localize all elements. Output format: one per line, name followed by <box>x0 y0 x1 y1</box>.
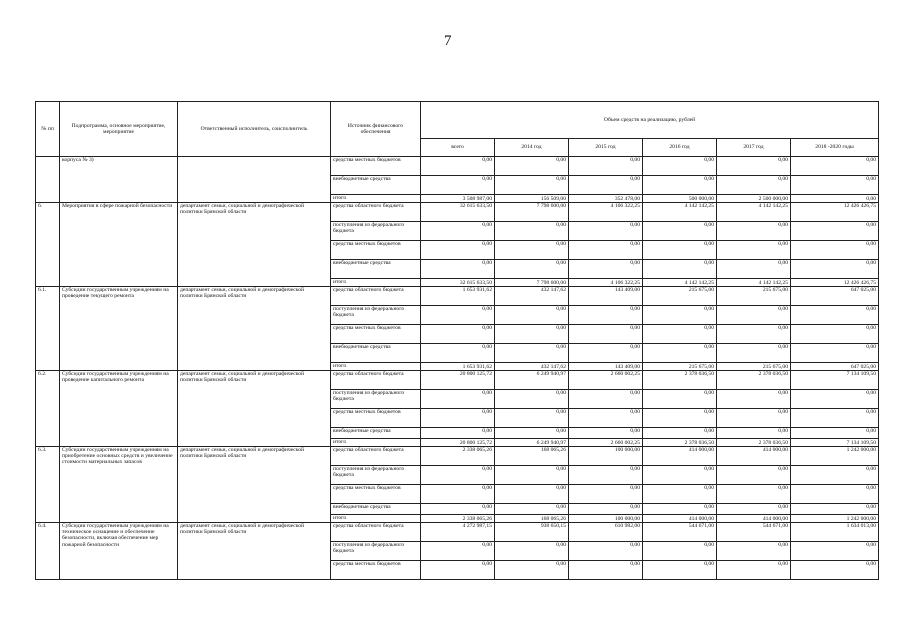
row-value: 544 671,00 <box>643 523 717 542</box>
row-value: 0,00 <box>569 325 643 344</box>
row-value: 2 378 036,50 <box>717 371 791 390</box>
row-value: 168 065,26 <box>495 447 569 466</box>
row-value: 0,00 <box>791 466 879 485</box>
row-value: 100 000,00 <box>569 515 643 523</box>
row-value: 1 242 000,00 <box>791 515 879 523</box>
row-source: средства областного бюджета <box>331 203 421 222</box>
row-value: 0,00 <box>791 222 879 241</box>
row-value: 1 653 931,62 <box>421 363 495 371</box>
row-value: 0,00 <box>643 325 717 344</box>
table-row <box>36 287 879 306</box>
row-value: 938 650,15 <box>495 523 569 542</box>
row-source: итого <box>331 279 421 287</box>
row-value: 4 142 142,25 <box>717 203 791 222</box>
row-value: 32 615 633,50 <box>421 279 495 287</box>
row-value: 0,00 <box>643 260 717 279</box>
row-value: 6 249 940,97 <box>495 439 569 447</box>
row-value: 0,00 <box>569 561 643 580</box>
row-source: поступления из федерального бюджета <box>331 222 421 241</box>
row-value: 0,00 <box>421 344 495 363</box>
row-value: 0,00 <box>717 485 791 504</box>
row-value: 20 800 125,72 <box>421 439 495 447</box>
row-value: 0,00 <box>569 485 643 504</box>
row-value: 0,00 <box>717 241 791 260</box>
row-value: 0,00 <box>791 409 879 428</box>
row-value: 1 653 931,62 <box>421 287 495 306</box>
row-source: средства местных бюджетов <box>331 485 421 504</box>
row-value: 0,00 <box>569 428 643 439</box>
row-value: 0,00 <box>791 176 879 195</box>
row-value: 4 272 987,15 <box>421 523 495 542</box>
table-header <box>36 102 879 157</box>
row-value: 0,00 <box>643 542 717 561</box>
row-value: 12 426 426,75 <box>791 203 879 222</box>
row-value: 0,00 <box>495 306 569 325</box>
header-year-2018-2020: 2018 -2020 годы <box>791 139 879 157</box>
row-value: 0,00 <box>569 390 643 409</box>
row-value: 0,00 <box>791 344 879 363</box>
row-value: 4 142 142,25 <box>643 203 717 222</box>
row-value: 0,00 <box>643 306 717 325</box>
row-value: 0,00 <box>495 504 569 515</box>
row-source: средства местных бюджетов <box>331 157 421 176</box>
row-value: 432 147,62 <box>495 287 569 306</box>
row-value: 215 675,00 <box>717 363 791 371</box>
row-value: 0,00 <box>421 504 495 515</box>
table-row <box>36 523 879 542</box>
row-source: поступления из федерального бюджета <box>331 306 421 325</box>
row-value: 0,00 <box>717 325 791 344</box>
row-name: Субсидии государственным учреждениям на техническое оснащение и обеспечение безопасности, включая обеспечение мер пожарной безопасности <box>60 523 178 580</box>
row-source: внебюджетные средства <box>331 344 421 363</box>
row-value: 0,00 <box>495 561 569 580</box>
row-value: 0,00 <box>791 504 879 515</box>
row-value: 7 134 109,50 <box>791 439 879 447</box>
row-value: 352 478,00 <box>569 195 643 203</box>
row-name: корпуса № 3) <box>60 157 178 203</box>
row-value: 0,00 <box>791 485 879 504</box>
row-value: 2 378 036,50 <box>643 439 717 447</box>
row-source: поступления из федерального бюджета <box>331 542 421 561</box>
row-num: 6.2. <box>36 371 60 447</box>
row-value: 0,00 <box>569 260 643 279</box>
table-body <box>36 157 879 580</box>
row-value: 0,00 <box>421 325 495 344</box>
header-year-2016: 2016 год <box>643 139 717 157</box>
row-value: 2 660 002,25 <box>569 439 643 447</box>
row-value: 647 025,00 <box>791 363 879 371</box>
table-row <box>36 447 879 466</box>
row-value: 2 338 065,26 <box>421 447 495 466</box>
row-value: 0,00 <box>643 222 717 241</box>
row-value: 0,00 <box>569 306 643 325</box>
row-value: 414 000,00 <box>717 515 791 523</box>
budget-table <box>35 101 879 580</box>
row-value: 0,00 <box>717 428 791 439</box>
row-value: 0,00 <box>791 325 879 344</box>
row-value: 0,00 <box>643 466 717 485</box>
row-value: 0,00 <box>717 176 791 195</box>
row-value: 0,00 <box>569 176 643 195</box>
row-value: 100 000,00 <box>569 447 643 466</box>
row-name: Субсидии государственным учреждениям на приобретение основных средств и увеличение стоимости материальных запасов <box>60 447 178 523</box>
row-value: 0,00 <box>643 504 717 515</box>
row-source: средства областного бюджета <box>331 371 421 390</box>
row-executor: департамент семьи, социальной и демографической политики Брянской области <box>178 371 331 447</box>
row-name: Субсидии государственным учреждениям на проведение текущего ремонта <box>60 287 178 371</box>
row-value: 0,00 <box>717 157 791 176</box>
row-value: 0,00 <box>717 344 791 363</box>
row-source: внебюджетные средства <box>331 260 421 279</box>
row-value: 7 134 109,50 <box>791 371 879 390</box>
row-value: 32 615 633,50 <box>421 203 495 222</box>
row-value: 647 025,00 <box>791 287 879 306</box>
row-value: 0,00 <box>421 466 495 485</box>
row-source: внебюджетные средства <box>331 176 421 195</box>
row-value: 156 509,00 <box>495 195 569 203</box>
row-value: 0,00 <box>791 260 879 279</box>
row-value: 1 634 013,00 <box>791 523 879 542</box>
header-year-2015: 2015 год <box>569 139 643 157</box>
row-value: 12 426 426,75 <box>791 279 879 287</box>
row-value: 0,00 <box>791 157 879 176</box>
page-number: 7 <box>444 33 452 49</box>
row-value: 0,00 <box>791 428 879 439</box>
row-executor: департамент семьи, социальной и демографической политики Брянской области <box>178 523 331 580</box>
row-value: 215 675,00 <box>643 363 717 371</box>
row-value: 0,00 <box>717 306 791 325</box>
row-value: 0,00 <box>495 485 569 504</box>
row-value: 0,00 <box>495 542 569 561</box>
row-source: итого <box>331 515 421 523</box>
row-executor: департамент семьи, социальной и демографической политики Брянской области <box>178 287 331 371</box>
row-value: 0,00 <box>717 466 791 485</box>
row-executor <box>178 157 331 203</box>
row-value: 0,00 <box>421 561 495 580</box>
row-value: 2 338 065,26 <box>421 515 495 523</box>
row-value: 0,00 <box>717 260 791 279</box>
row-value: 0,00 <box>569 344 643 363</box>
row-value: 0,00 <box>421 260 495 279</box>
row-value: 143 409,00 <box>569 287 643 306</box>
row-value: 0,00 <box>495 409 569 428</box>
header-year-2017: 2017 год <box>717 139 791 157</box>
row-value: 414 000,00 <box>643 515 717 523</box>
row-value: 0,00 <box>569 466 643 485</box>
table-row <box>36 157 879 176</box>
row-value: 0,00 <box>643 157 717 176</box>
row-value: 0,00 <box>495 466 569 485</box>
row-value: 2 660 002,25 <box>569 371 643 390</box>
row-value: 0,00 <box>643 409 717 428</box>
table-row <box>36 371 879 390</box>
row-value: 0,00 <box>717 504 791 515</box>
row-value: 4 142 142,25 <box>717 279 791 287</box>
row-value: 2 378 036,50 <box>717 439 791 447</box>
row-value: 0,00 <box>643 390 717 409</box>
row-value: 0,00 <box>421 176 495 195</box>
row-value: 215 675,00 <box>717 287 791 306</box>
row-value: 0,00 <box>791 306 879 325</box>
header-volume: Объем средств на реализацию, рублей <box>421 102 879 139</box>
row-value: 0,00 <box>569 504 643 515</box>
row-value: 0,00 <box>421 241 495 260</box>
row-value: 0,00 <box>495 241 569 260</box>
row-source: внебюджетные средства <box>331 504 421 515</box>
row-value: 20 800 125,72 <box>421 371 495 390</box>
row-value: 0,00 <box>643 344 717 363</box>
row-source: внебюджетные средства <box>331 428 421 439</box>
row-value: 0,00 <box>421 428 495 439</box>
row-num: 6.4. <box>36 523 60 580</box>
row-value: 0,00 <box>791 561 879 580</box>
row-value: 0,00 <box>717 561 791 580</box>
row-value: 0,00 <box>421 390 495 409</box>
row-value: 0,00 <box>717 542 791 561</box>
row-value: 215 675,00 <box>643 287 717 306</box>
row-value: 0,00 <box>643 241 717 260</box>
row-value: 0,00 <box>791 542 879 561</box>
row-source: средства областного бюджета <box>331 447 421 466</box>
row-value: 3 508 987,00 <box>421 195 495 203</box>
row-source: средства областного бюджета <box>331 287 421 306</box>
row-value: 0,00 <box>421 542 495 561</box>
row-value: 0,00 <box>421 409 495 428</box>
row-value: 0,00 <box>421 222 495 241</box>
row-source: средства местных бюджетов <box>331 325 421 344</box>
row-source: итого <box>331 439 421 447</box>
row-source: итого <box>331 363 421 371</box>
row-value: 0,00 <box>495 157 569 176</box>
row-num: 6.3. <box>36 447 60 523</box>
row-source: средства областного бюджета <box>331 523 421 542</box>
row-value: 0,00 <box>643 428 717 439</box>
row-value: 0,00 <box>791 195 879 203</box>
row-value: 7 798 600,00 <box>495 279 569 287</box>
row-value: 0,00 <box>569 409 643 428</box>
row-source: средства местных бюджетов <box>331 409 421 428</box>
row-num: 6. <box>36 203 60 287</box>
row-value: 0,00 <box>495 344 569 363</box>
row-value: 0,00 <box>421 485 495 504</box>
row-value: 0,00 <box>717 390 791 409</box>
header-name: Подпрограмма, основное мероприятие, мероприятие <box>60 102 178 157</box>
row-source: поступления из федерального бюджета <box>331 466 421 485</box>
row-value: 0,00 <box>569 241 643 260</box>
row-value: 414 000,00 <box>717 447 791 466</box>
row-value: 0,00 <box>495 428 569 439</box>
row-value: 500 000,00 <box>643 195 717 203</box>
header-year-2014: 2014 год <box>495 139 569 157</box>
row-value: 0,00 <box>643 485 717 504</box>
row-value: 432 147,62 <box>495 363 569 371</box>
row-value: 2 378 036,50 <box>643 371 717 390</box>
row-value: 0,00 <box>421 157 495 176</box>
row-source: средства местных бюджетов <box>331 561 421 580</box>
row-value: 168 065,26 <box>495 515 569 523</box>
row-executor: департамент семьи, социальной и демографической политики Брянской области <box>178 203 331 287</box>
row-source: итого <box>331 195 421 203</box>
header-executor: Ответственный исполнитель, соисполнитель <box>178 102 331 157</box>
row-value: 6 249 940,97 <box>495 371 569 390</box>
row-value: 143 409,00 <box>569 363 643 371</box>
row-value: 610 982,00 <box>569 523 643 542</box>
row-value: 0,00 <box>495 325 569 344</box>
header-year-total: всего <box>421 139 495 157</box>
row-num: 6.1. <box>36 287 60 371</box>
row-value: 0,00 <box>643 176 717 195</box>
row-value: 0,00 <box>495 222 569 241</box>
row-value: 544 671,00 <box>717 523 791 542</box>
row-value: 0,00 <box>495 260 569 279</box>
header-num: № пп <box>36 102 60 157</box>
row-name: Субсидии государственным учреждениям на проведение капитального ремонта <box>60 371 178 447</box>
row-value: 0,00 <box>495 390 569 409</box>
row-value: 4 142 142,25 <box>643 279 717 287</box>
row-value: 4 106 322,25 <box>569 203 643 222</box>
table-row <box>36 203 879 222</box>
row-value: 0,00 <box>791 390 879 409</box>
row-value: 0,00 <box>791 241 879 260</box>
row-source: средства местных бюджетов <box>331 241 421 260</box>
header-source: Источник финансового обеспечения <box>331 102 421 157</box>
row-value: 0,00 <box>569 542 643 561</box>
row-value: 7 798 600,00 <box>495 203 569 222</box>
row-value: 0,00 <box>569 222 643 241</box>
row-value: 0,00 <box>495 176 569 195</box>
row-executor: департамент семьи, социальной и демографической политики Брянской области <box>178 447 331 523</box>
row-value: 2 500 000,00 <box>717 195 791 203</box>
row-value: 1 242 000,00 <box>791 447 879 466</box>
row-value: 0,00 <box>717 409 791 428</box>
row-value: 4 106 322,25 <box>569 279 643 287</box>
row-value: 0,00 <box>643 561 717 580</box>
row-value: 414 000,00 <box>643 447 717 466</box>
row-value: 0,00 <box>421 306 495 325</box>
row-source: поступления из федерального бюджета <box>331 390 421 409</box>
row-value: 0,00 <box>569 157 643 176</box>
row-num <box>36 157 60 203</box>
row-value: 0,00 <box>717 222 791 241</box>
row-name: Мероприятия в сфере пожарной безопасности <box>60 203 178 287</box>
